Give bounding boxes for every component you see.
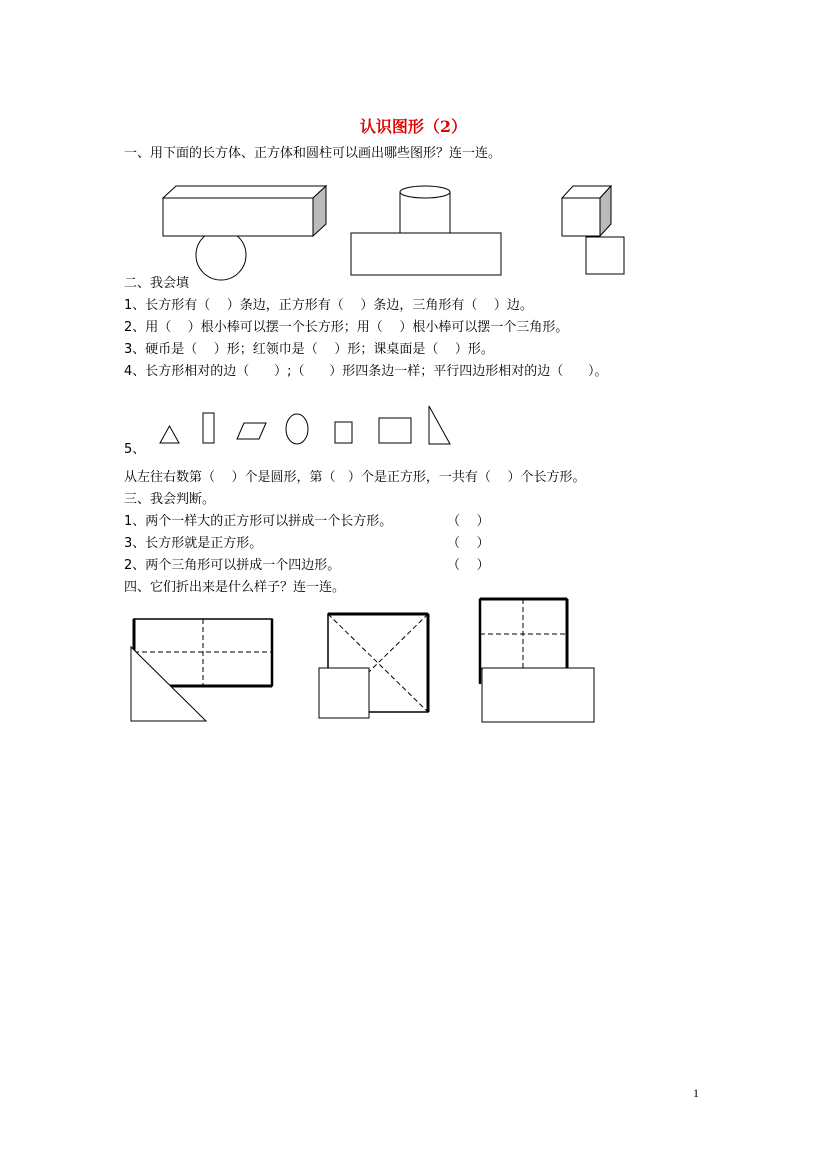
section4-heading: 四、它们折出来是什么样子？连一连。 [124,580,346,595]
fill-question-4: 4、长方形相对的边（ ）;（ ）形四条边一样；平行四边形相对的边（ ）。 [124,364,608,379]
fill-question-5: 从左往右数第（ ）个是圆形，第（ ）个是正方形，一共有（ ）个长方形。 [124,470,586,485]
judge-item-paren: （ ） [447,536,490,551]
tall-rectangle-shape [203,413,214,443]
right-triangle-shape [429,406,450,444]
judge-item-paren: （ ） [447,558,490,573]
judge-item-text: 2、两个三角形可以拼成一个四边形。 [124,558,341,573]
cuboid-over-circle-figure [160,184,330,284]
fill-question-3: 3、硬币是（ ）形；红领巾是（ ）形；课桌面是（ ）形。 [124,342,494,357]
fill-question-2: 2、用（ ）根小棒可以摆一个长方形；用（ ）根小棒可以摆一个三角形。 [124,320,569,335]
fill-question-5-label: 5、 [124,442,146,457]
small-rectangle-shape [335,422,352,443]
page-title: 认识图形（2） [359,117,468,136]
oval-shape [286,414,308,444]
wide-rectangle-shape [379,418,411,443]
section3-heading: 三、我会判断。 [124,492,216,507]
judge-item-paren: （ ） [447,514,490,529]
judge-item-text: 1、两个一样大的正方形可以拼成一个长方形。 [124,514,393,529]
fold-figure-1 [128,616,278,726]
section2-heading: 二、我会填 [124,276,190,291]
page-number: 1 [693,1086,699,1100]
shapes-row-figure [155,402,455,448]
small-triangle-shape [160,426,179,443]
cube-over-square-figure [560,184,640,284]
judge-item-text: 3、长方形就是正方形。 [124,536,263,551]
parallelogram-shape [237,423,266,439]
fold-figure-2 [316,611,436,723]
fold-figure-3 [477,596,601,726]
section1-heading: 一、用下面的长方体、正方体和圆柱可以画出哪些图形？连一连。 [124,146,502,161]
cylinder-on-rectangle-figure [350,184,510,284]
fill-question-1: 1、长方形有（ ）条边，正方形有（ ）条边，三角形有（ ）边。 [124,298,533,313]
